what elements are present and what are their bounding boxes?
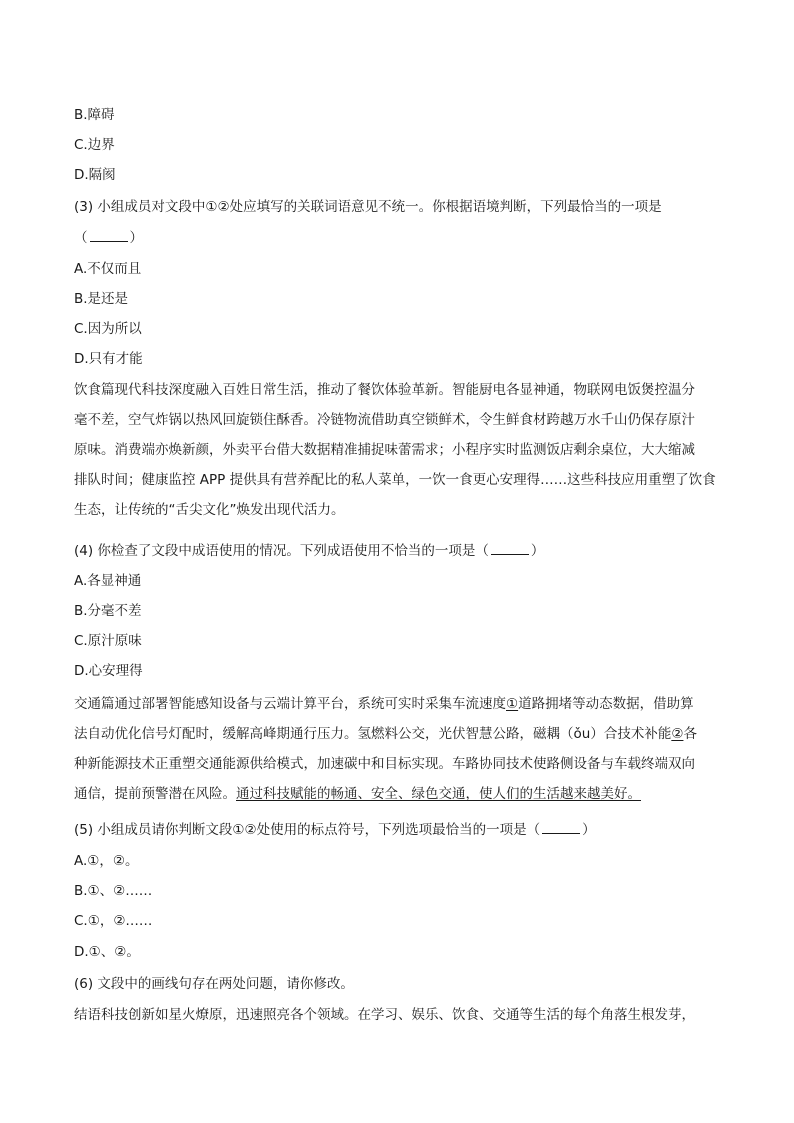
q5-option-a: A.①，②。 [74,853,139,869]
food-paragraph-line: 排队时间；健康监控 APP 提供具有营养配比的私人菜单，一饮一食更心安理得……这些科技应用重塑了饮食 [74,472,716,488]
q4-option-b: B.分毫不差 [74,603,142,619]
food-paragraph-line: 原味。消费端亦焕新颜，外卖平台借大数据精准捕捉味蕾需求；小程序实时监测饭店剩余桌位，大大缩减 [74,442,695,458]
blank-mark-1: ① [506,696,519,712]
q2-option-c: C.边界 [74,137,115,153]
q3-answer-paren [74,228,724,247]
q2-option-b: B.障碍 [74,107,115,123]
q5-stem: (5) 小组成员请你判断文段①②处使用的标点符号，下列选项最恰当的一项是（ ） [74,822,596,838]
q4-stem: (4) 你检查了文段中成语使用的情况。下列成语使用不恰当的一项是（ ） [74,543,545,559]
traffic-paragraph-line: 通信，提前预警潜在风险。通过科技赋能的畅通、安全、绿色交通，使人们的生活越来越美好。 [74,786,641,802]
traffic-paragraph-line: 种新能源技术正重塑交通能源供给模式，加速碳中和目标实现。车路协同技术使路侧设备与车载终端双向 [74,756,695,772]
food-paragraph-line: 毫不差，空气炸锅以热风回旋锁住酥香。冷链物流借助真空锁鲜术，令生鲜食材跨越万水千山仍保存原汁 [74,412,695,428]
conclusion-line: 结语科技创新如星火燎原，迅速照亮各个领域。在学习、娱乐、饮食、交通等生活的每个角落生根发芽， [74,1007,695,1023]
q5-option-d: D.①、②。 [74,944,140,960]
underlined-sentence: 通过科技赋能的畅通、安全、绿色交通，使人们的生活越来越美好。 [236,786,641,802]
q4-option-d: D.心安理得 [74,663,143,679]
q5-option-b: B.①、②…… [74,883,153,899]
answer-blank[interactable] [542,820,580,834]
q2-option-d: D.隔阂 [74,167,116,183]
paren-open: （ [74,230,88,246]
food-paragraph-line: 生态，让传统的“舌尖文化”焕发出现代活力。 [74,502,345,518]
traffic-paragraph-line: 交通篇通过部署智能感知设备与云端计算平台，系统可实时采集车流速度①道路拥堵等动态数据，借助算 [74,696,694,712]
q3-stem: (3) 小组成员对文段中①②处应填写的关联词语意见不统一。你根据语境判断，下列最恰当的一项是 [74,199,662,215]
q3-option-a: A.不仅而且 [74,261,142,277]
q3-option-c: C.因为所以 [74,321,142,337]
answer-blank[interactable] [90,228,128,242]
traffic-paragraph-line: 法自动优化信号灯配时，缓解高峰期通行压力。氢燃料公交，光伏智慧公路，磁耦（ǒu）合技术补能②各 [74,726,697,742]
q4-option-c: C.原汁原味 [74,633,142,649]
q3-option-d: D.只有才能 [74,351,143,367]
q4-option-a: A.各显神通 [74,573,142,589]
food-paragraph-line: 饮食篇现代科技深度融入百姓日常生活，推动了餐饮体验革新。智能厨电各显神通，物联网电饭煲控温分 [74,382,695,398]
paren-close: ） [129,230,143,246]
answer-blank[interactable] [491,541,529,555]
q5-option-c: C.①，②…… [74,913,153,929]
blank-mark-2: ② [671,726,684,742]
q3-option-b: B.是还是 [74,291,129,307]
q6-stem: (6) 文段中的画线句存在两处问题，请你修改。 [74,976,354,992]
